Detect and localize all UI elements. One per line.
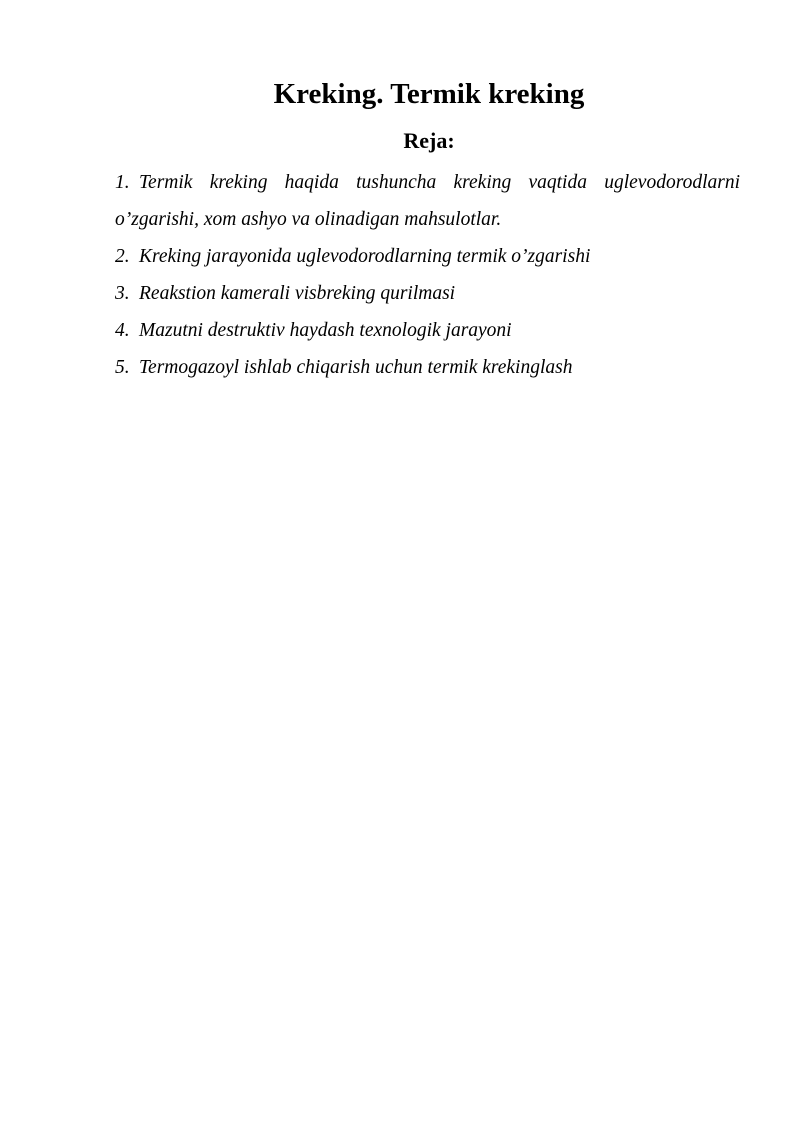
plan-list bbox=[115, 164, 740, 386]
plan-item bbox=[115, 238, 740, 275]
plan-item bbox=[115, 275, 740, 312]
plan-item-number: 4. bbox=[115, 320, 130, 341]
plan-item-number: 1. bbox=[115, 172, 130, 193]
plan-item bbox=[115, 164, 740, 238]
plan-item-number: 5. bbox=[115, 357, 130, 378]
plan-item-text: Reakstion kamerali visbreking qurilmasi bbox=[139, 283, 456, 304]
document-title: Kreking. Termik kreking bbox=[273, 78, 585, 110]
plan-item-text: Termogazoyl ishlab chiqarish uchun termik krekinglash bbox=[139, 357, 573, 378]
plan-item bbox=[115, 349, 740, 386]
plan-item-number: 2. bbox=[115, 246, 130, 267]
plan-item bbox=[115, 312, 740, 349]
plan-item-number: 3. bbox=[115, 283, 130, 304]
plan-item-text: Kreking jarayonida uglevodorodlarning termik o’zgarishi bbox=[139, 246, 591, 267]
plan-item-text: Mazutni destruktiv haydash texnologik jarayoni bbox=[139, 320, 512, 341]
plan-heading: Reja: bbox=[403, 128, 455, 153]
plan-item-text: Termik kreking haqida tushuncha kreking vaqtida uglevodorodlarni o’zgarishi, xom ashyo va olinadigan mahsulotlar. bbox=[115, 172, 740, 230]
